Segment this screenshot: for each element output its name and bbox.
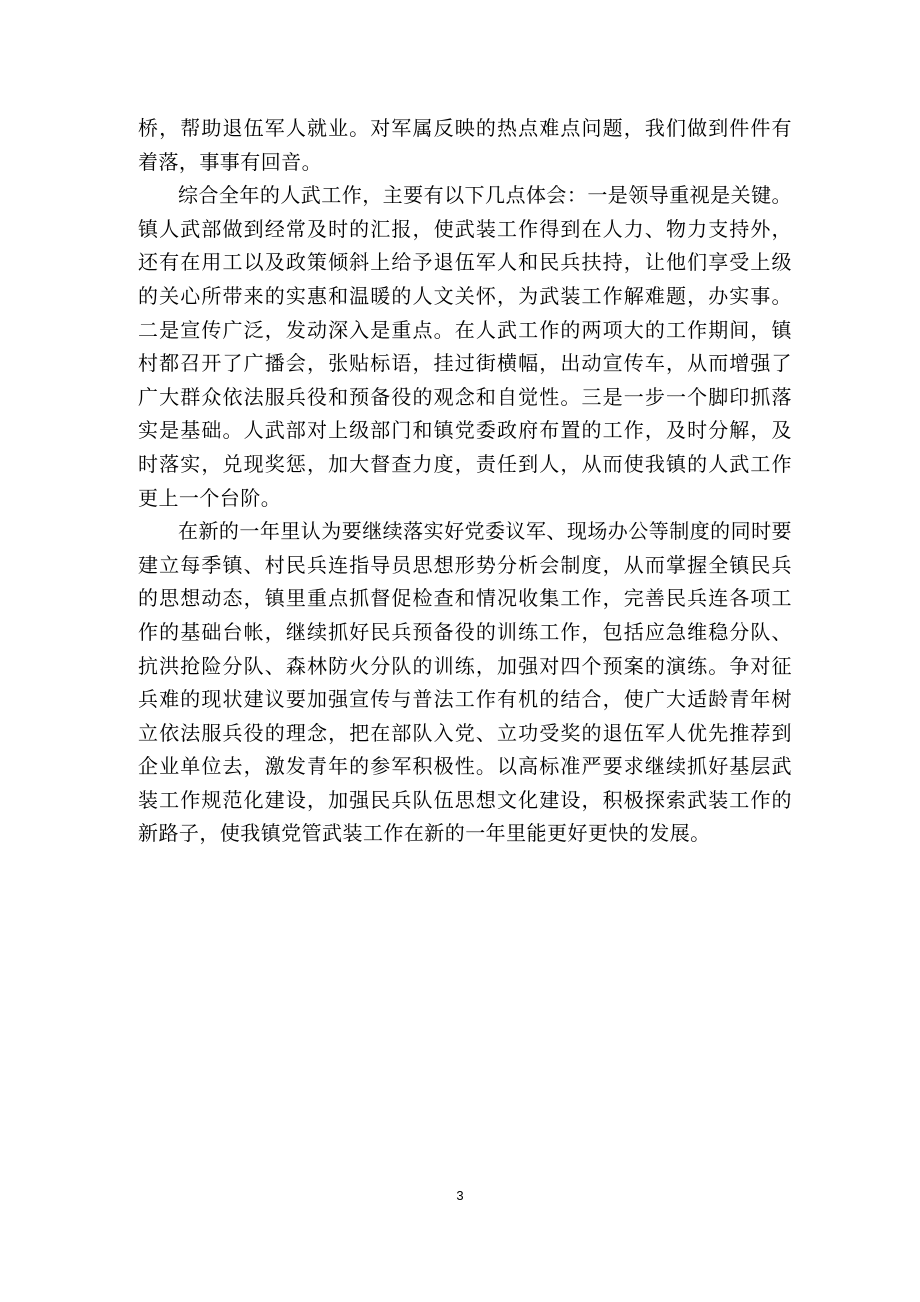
page-number: 3 — [456, 1188, 464, 1203]
document-body — [138, 112, 792, 851]
paragraph-experience-summary: 综合全年的人武工作，主要有以下几点体会：一是领导重视是关键。镇人武部做到经常及时的汇报，使武装工作得到在人力、物力支持外，还有在用工以及政策倾斜上给予退伍军人和民兵扶持，让他们享受上级的关心所带来的实惠和温暖的人文关怀，为武装工作解难题，办实事。二是宣传广泛，发动深入是重点。在人武工作的两项大的工作期间，镇村都召开了广播会，张贴标语，挂过街横幅，出动宣传车，从而增强了广大群众依法服兵役和预备役的观念和自觉性。三是一步一个脚印抓落实是基础。人武部对上级部门和镇党委政府布置的工作，及时分解，及时落实，兑现奖惩，加大督查力度，责任到人，从而使我镇的人武工作更上一个台阶。 — [138, 183, 792, 510]
paragraph-next-year-plan: 在新的一年里认为要继续落实好党委议军、现场办公等制度的同时要建立每季镇、村民兵连指导员思想形势分析会制度，从而掌握全镇民兵的思想动态，镇里重点抓督促检查和情况收集工作，完善民兵连各项工作的基础台帐，继续抓好民兵预备役的训练工作，包括应急维稳分队、抗洪抢险分队、森林防火分队的训练，加强对四个预案的演练。争对征兵难的现状建议要加强宣传与普法工作有机的结合，使广大适龄青年树立依法服兵役的理念，把在部队入党、立功受奖的退伍军人优先推荐到企业单位去，激发青年的参军积极性。以高标准严要求继续抓好基层武装工作规范化建设，加强民兵队伍思想文化建设，积极探索武装工作的新路子，使我镇党管武装工作在新的一年里能更好更快的发展。 — [138, 519, 792, 846]
paragraph-continuation: 桥，帮助退伍军人就业。对军属反映的热点难点问题，我们做到件件有着落，事事有回音。 — [138, 116, 792, 174]
